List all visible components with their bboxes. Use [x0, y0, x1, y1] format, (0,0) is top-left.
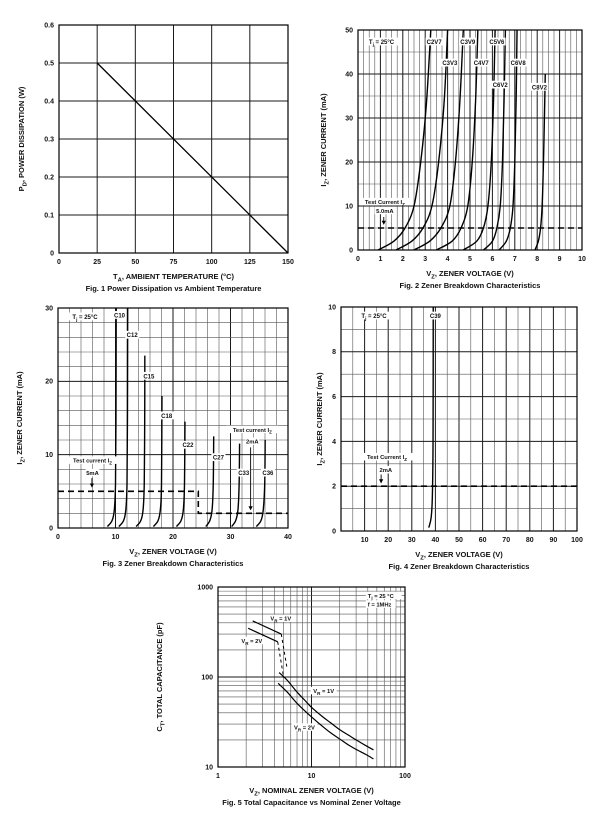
y-tick-label: 40 — [345, 71, 353, 79]
y-tick-label: 30 — [45, 305, 53, 313]
figure-2-zener-breakdown-chart — [310, 14, 610, 298]
plot-label: C2V7 — [426, 39, 442, 46]
plot-label: $V_R = 2V$ — [241, 638, 263, 646]
figure-5-total-capacitance-chart — [148, 578, 462, 823]
plot-label: f = 1MHz — [367, 602, 392, 609]
arrow-head-icon — [382, 221, 386, 225]
fig-caption: Fig. 5 Total Capacitance vs Nominal Zener Voltage — [222, 798, 401, 807]
x-tick-label: 8 — [535, 256, 540, 263]
y-tick-label: 30 — [345, 115, 353, 123]
plot-label: C36 — [262, 471, 274, 478]
y-tick-label: 0.3 — [44, 136, 54, 144]
curve-C10 — [107, 308, 116, 527]
plot-label: $T_j = 25^\circ C$ — [368, 39, 395, 47]
y-axis-label: $C_T$, TOTAL CAPACITANCE (pF) — [155, 622, 167, 732]
y-tick-label: 10 — [205, 764, 213, 772]
x-tick-label: 1 — [378, 256, 383, 263]
plot-label: C3V3 — [442, 61, 458, 68]
x-tick-label: 30 — [407, 537, 416, 544]
x-tick-label: 3 — [423, 256, 428, 263]
curve-vr2-dashed-transition — [278, 642, 284, 678]
x-tick-label: 30 — [226, 534, 235, 541]
x-tick-label: 40 — [431, 537, 440, 544]
fig5-plot — [148, 578, 462, 823]
y-axis-label: $I_Z$, ZENER CURRENT (mA) — [319, 93, 331, 187]
plot-label: C33 — [238, 471, 250, 478]
x-tick-label: 0 — [57, 259, 61, 266]
fig2-plot — [310, 14, 610, 298]
x-tick-label: 150 — [282, 259, 294, 266]
x-tick-label: 6 — [490, 256, 495, 263]
plot-label: Test Current $I_Z$ — [364, 200, 405, 207]
x-tick-label: 50 — [131, 259, 140, 266]
y-tick-label: 20 — [45, 378, 53, 386]
y-tick-label: 0.2 — [44, 174, 54, 182]
x-tick-label: 10 — [578, 256, 586, 263]
plot-label: 5mA — [86, 471, 99, 478]
x-tick-label: 20 — [169, 534, 177, 541]
y-axis-label: $P_D$, POWER DISSIPATION (W) — [17, 86, 29, 192]
plot-label: C8V2 — [531, 85, 547, 92]
x-tick-label: 80 — [525, 537, 534, 544]
x-axis-label: $T_A$, AMBIENT TEMPERATURE (°C) — [113, 272, 234, 284]
y-tick-label: 8 — [332, 349, 336, 357]
y-tick-label: 0.6 — [44, 22, 54, 30]
plot-label: Test current $I_Z$ — [232, 427, 272, 435]
plot-label: $T_j = 25^\circ C$ — [361, 314, 387, 321]
y-axis-label: $I_Z$, ZENER CURRENT (mA) — [15, 371, 27, 465]
curve-C39 — [429, 307, 433, 528]
plot-label: 2mA — [379, 468, 393, 475]
x-axis-label: $V_Z$, ZENER VOLTAGE (V) — [415, 550, 503, 562]
curve-C12 — [119, 308, 128, 527]
grid-lines — [358, 30, 582, 250]
y-tick-label: 0.1 — [44, 212, 54, 220]
x-tick-label: 0 — [356, 256, 360, 263]
x-tick-label: 7 — [512, 256, 517, 263]
plot-label: $T_j = 25$ °C — [367, 593, 394, 601]
x-tick-label: 90 — [549, 537, 558, 544]
y-tick-label: 10 — [345, 203, 353, 211]
grid-lines — [341, 307, 577, 531]
y-tick-label: 2 — [332, 483, 336, 491]
x-tick-label: 20 — [384, 537, 393, 544]
plot-label: C15 — [143, 374, 155, 381]
curve-vr1-dashed-transition — [281, 634, 287, 669]
plot-label: C6V2 — [492, 83, 508, 90]
y-tick-label: 0 — [50, 250, 54, 258]
x-tick-label: 1 — [216, 773, 220, 780]
plot-label: C18 — [161, 413, 173, 420]
x-tick-label: 40 — [284, 534, 292, 541]
y-tick-label: 4 — [332, 438, 336, 446]
plot-label: 2mA — [246, 439, 259, 446]
fig3-plot — [10, 300, 308, 584]
arrow-head-icon — [379, 479, 383, 483]
y-tick-label: 0.4 — [44, 98, 54, 106]
curve-C22 — [176, 422, 185, 527]
x-tick-label: 9 — [557, 256, 562, 263]
x-tick-label: 100 — [571, 537, 583, 544]
plot-label: $V_R = 1V$ — [270, 616, 292, 624]
plot-label: C10 — [114, 313, 126, 320]
y-tick-label: 0 — [49, 525, 53, 533]
figure-1-power-dissipation-chart — [10, 14, 308, 298]
y-tick-label: 1000 — [197, 584, 213, 592]
x-axis-label: $V_Z$, ZENER VOLTAGE (V) — [426, 269, 514, 281]
x-tick-label: 100 — [399, 773, 411, 780]
fig-caption: Fig. 2 Zener Breakdown Characteristics — [399, 281, 541, 290]
x-tick-label: 10 — [360, 537, 369, 544]
y-tick-label: 6 — [332, 394, 336, 401]
x-tick-label: 2 — [400, 256, 405, 263]
series-group — [97, 63, 288, 253]
figure-3-zener-breakdown-chart — [10, 300, 308, 584]
fig-caption: Fig. 3 Zener Breakdown Characteristics — [102, 559, 244, 568]
x-tick-label: 60 — [478, 537, 487, 544]
y-tick-label: 50 — [345, 27, 353, 35]
plot-label: $V_R = 2V$ — [293, 725, 315, 733]
fig4-plot — [310, 300, 610, 584]
y-tick-label: 10 — [45, 452, 53, 460]
plot-label: C4V7 — [473, 61, 489, 68]
grid-lines — [218, 587, 405, 767]
x-axis-label: $V_Z$, ZENER VOLTAGE (V) — [129, 547, 217, 559]
plot-label: $T_j = 25^\circ C$ — [72, 314, 98, 322]
x-tick-label: 10 — [307, 773, 316, 780]
curve-vr1-main-curve — [279, 673, 373, 750]
figure-4-zener-breakdown-chart — [310, 300, 610, 584]
plot-label: C12 — [126, 333, 138, 340]
arrow-head-icon — [90, 483, 94, 487]
plot-label: $V_R = 1V$ — [313, 688, 335, 696]
fig-caption: Fig. 4 Zener Breakdown Characteristics — [388, 562, 530, 571]
plot-label: C27 — [212, 455, 224, 462]
y-tick-label: 0 — [332, 528, 336, 536]
y-tick-label: 0 — [349, 247, 353, 255]
x-tick-label: 4 — [445, 256, 450, 263]
x-tick-label: 50 — [455, 537, 463, 544]
plot-label: Test current $I_Z$ — [72, 458, 113, 466]
plot-label: C6V8 — [510, 61, 526, 68]
fig-caption: Fig. 1 Power Dissipation vs Ambient Temperature — [85, 284, 262, 293]
plot-label: C3V9 — [460, 39, 476, 46]
x-tick-label: 125 — [243, 259, 256, 266]
y-tick-label: 0.5 — [44, 60, 54, 68]
plot-label: C5V6 — [489, 39, 505, 46]
x-tick-label: 0 — [56, 534, 60, 541]
y-axis-label: $I_Z$, ZENER CURRENT (mA) — [315, 372, 327, 466]
curve-power-derating — [97, 63, 288, 253]
x-tick-label: 5 — [468, 256, 472, 263]
x-tick-label: 100 — [205, 259, 218, 266]
y-tick-label: 100 — [201, 674, 213, 682]
plot-label: C22 — [182, 443, 194, 450]
arrow-head-icon — [249, 506, 253, 510]
x-axis-label: $V_Z$, NOMINAL ZENER VOLTAGE (V) — [249, 786, 374, 798]
x-tick-label: 75 — [169, 259, 178, 266]
x-tick-label: 25 — [93, 259, 102, 266]
y-tick-label: 10 — [328, 304, 336, 312]
plot-label: Test Current $I_Z$ — [367, 455, 408, 462]
plot-label: C39 — [429, 314, 441, 321]
x-tick-label: 10 — [111, 534, 120, 541]
fig1-plot — [10, 14, 308, 298]
x-tick-label: 70 — [502, 537, 511, 544]
y-tick-label: 20 — [345, 159, 353, 167]
plot-label: 5.0mA — [376, 208, 394, 215]
